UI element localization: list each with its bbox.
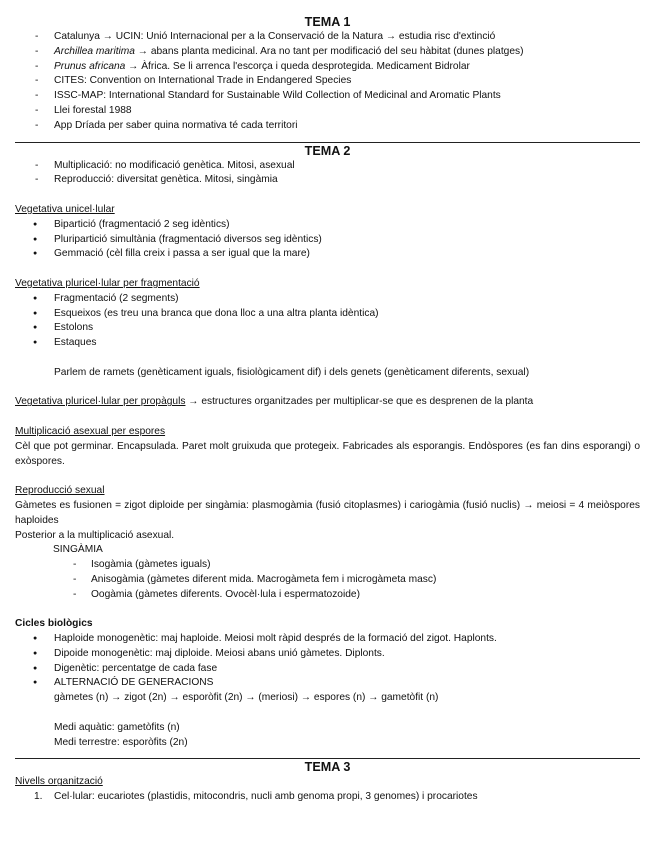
list-item: ● Dipoide monogenètic: maj diploide. Meiosi abans unió gàmetes. Diplonts. bbox=[0, 647, 655, 662]
propagul-line: Vegetativa pluricel·lular per propàguls → estructures organitzades per multiplicar-se que es desprenen de la planta bbox=[15, 396, 534, 408]
list-item: ● Digenètic: percentatge de cada fase bbox=[0, 662, 655, 677]
list-item: - Archillea maritima → abans planta medicinal. Ara no tant per modificació del seu hàbitat (dunes platges) bbox=[0, 45, 655, 60]
list-number: 1. bbox=[34, 791, 43, 803]
singamia-list bbox=[0, 558, 655, 602]
list-item: - Reproducció: diversitat genètica. Mitosi, singàmia bbox=[0, 173, 655, 188]
list-item: - Catalunya → UCIN: Unió Internacional per a la Conservació de la Natura → estudia risc d'extinció bbox=[0, 30, 655, 45]
medi-terrestre: Medi terrestre: esporòfits (2n) bbox=[54, 736, 188, 748]
list-item: ● Pluripartició simultània (fragmentació diversos seg idèntics) bbox=[0, 233, 655, 248]
tema1-list bbox=[0, 30, 655, 134]
list-item: ● Haploide monogenètic: maj haploide. Meiosi molt ràpid després de la formació del zigot. Haplonts. bbox=[0, 632, 655, 647]
section-heading-nivells: Nivells organització bbox=[15, 776, 103, 788]
species-name: Prunus africana → bbox=[54, 60, 139, 72]
list-item: - Anisogàmia (gàmetes diferent mida. Macrogàmeta fem i microgàmeta masc) bbox=[0, 573, 655, 588]
list-item: - Isogàmia (gàmetes iguals) bbox=[0, 558, 655, 573]
list-item: - Llei forestal 1988 bbox=[0, 104, 655, 119]
section-heading-cicles: Cicles biològics bbox=[15, 618, 93, 630]
list-item: 1. Cel·lular: eucariotes (plastidis, mitocondris, nucli amb genoma propi, 3 genomes) i procariotes bbox=[0, 790, 655, 805]
singamia-label: SINGÀMIA bbox=[53, 544, 103, 556]
list-item: ● Gemmació (cèl filla creix i passa a ser igual que la mare) bbox=[0, 247, 655, 262]
list-item: ● Estaques bbox=[0, 336, 655, 351]
list-item: - App Dríada per saber quina normativa té cada territori bbox=[0, 119, 655, 134]
section-heading-veg-unicellular: Vegetativa unicel·lular bbox=[15, 203, 115, 215]
sexual-note: Posterior a la multiplicació asexual. bbox=[15, 529, 175, 541]
species-name: Archillea maritima → bbox=[54, 45, 148, 57]
list-item: - ISSC-MAP: International Standard for Sustainable Wild Collection of Medicinal and Aromatic Plants bbox=[0, 89, 655, 104]
cicles-list bbox=[0, 632, 655, 691]
list-item: ● Fragmentació (2 segments) bbox=[0, 292, 655, 307]
section-heading-veg-fragmentation: Vegetativa pluricel·lular per fragmentació bbox=[15, 277, 200, 289]
sexual-paragraph: Gàmetes es fusionen = zigot diploide per singàmia: plasmogàmia (fusió citoplasmes) i cariogàmia (fusió nuclis) → meiosi = 4 meiòspores haploides bbox=[15, 499, 640, 526]
ramets-note: Parlem de ramets (genèticament iguals, fisiològicament dif) i dels genets (genèticament diferents, sexual) bbox=[54, 366, 530, 378]
tema3-title: TEMA 3 bbox=[304, 760, 351, 775]
list-item: - Multiplicació: no modificació genètica. Mitosi, asexual bbox=[0, 159, 655, 174]
nivells-list bbox=[0, 790, 655, 805]
tema2-title: TEMA 2 bbox=[304, 143, 351, 158]
list-item: ● Esqueixos (es treu una branca que dona lloc a una altra planta idèntica) bbox=[0, 307, 655, 322]
veg-unicellular-list bbox=[0, 218, 655, 262]
section-heading-veg-propagul: Vegetativa pluricel·lular per propàguls bbox=[15, 396, 186, 408]
list-item: ● Estolons bbox=[0, 321, 655, 336]
tema1-title: TEMA 1 bbox=[304, 15, 351, 29]
espores-paragraph: Cèl que pot germinar. Encapsulada. Paret molt gruixuda que protegeix. Fabricades als esporangis. Endòspores (es fan dins esporangi) o exòspores. bbox=[15, 440, 640, 467]
tema2-intro-list bbox=[0, 159, 655, 189]
medi-aquatic: Medi aquàtic: gametòfits (n) bbox=[54, 721, 180, 733]
section-heading-reproduccio-sexual: Reproducció sexual bbox=[15, 485, 105, 497]
section-heading-espores: Multiplicació asexual per espores bbox=[15, 425, 166, 437]
list-item: - Prunus africana → Àfrica. Se li arrenca l'escorça i queda desprotegida. Medicament Bidrolar bbox=[0, 60, 655, 75]
list-item: - CITES: Convention on International Trade in Endangered Species bbox=[0, 74, 655, 89]
list-item: ● ALTERNACIÓ DE GENERACIONS bbox=[0, 676, 655, 691]
veg-fragmentation-list bbox=[0, 292, 655, 351]
alternacio-sequence: gàmetes (n) → zigot (2n) → esporòfit (2n) → (meriosi) → espores (n) → gametòfit (n) bbox=[54, 692, 439, 704]
list-item: ● Bipartició (fragmentació 2 seg idèntics) bbox=[0, 218, 655, 233]
list-item: - Oogàmia (gàmetes diferents. Ovocèl·lula i espermatozoide) bbox=[0, 588, 655, 603]
